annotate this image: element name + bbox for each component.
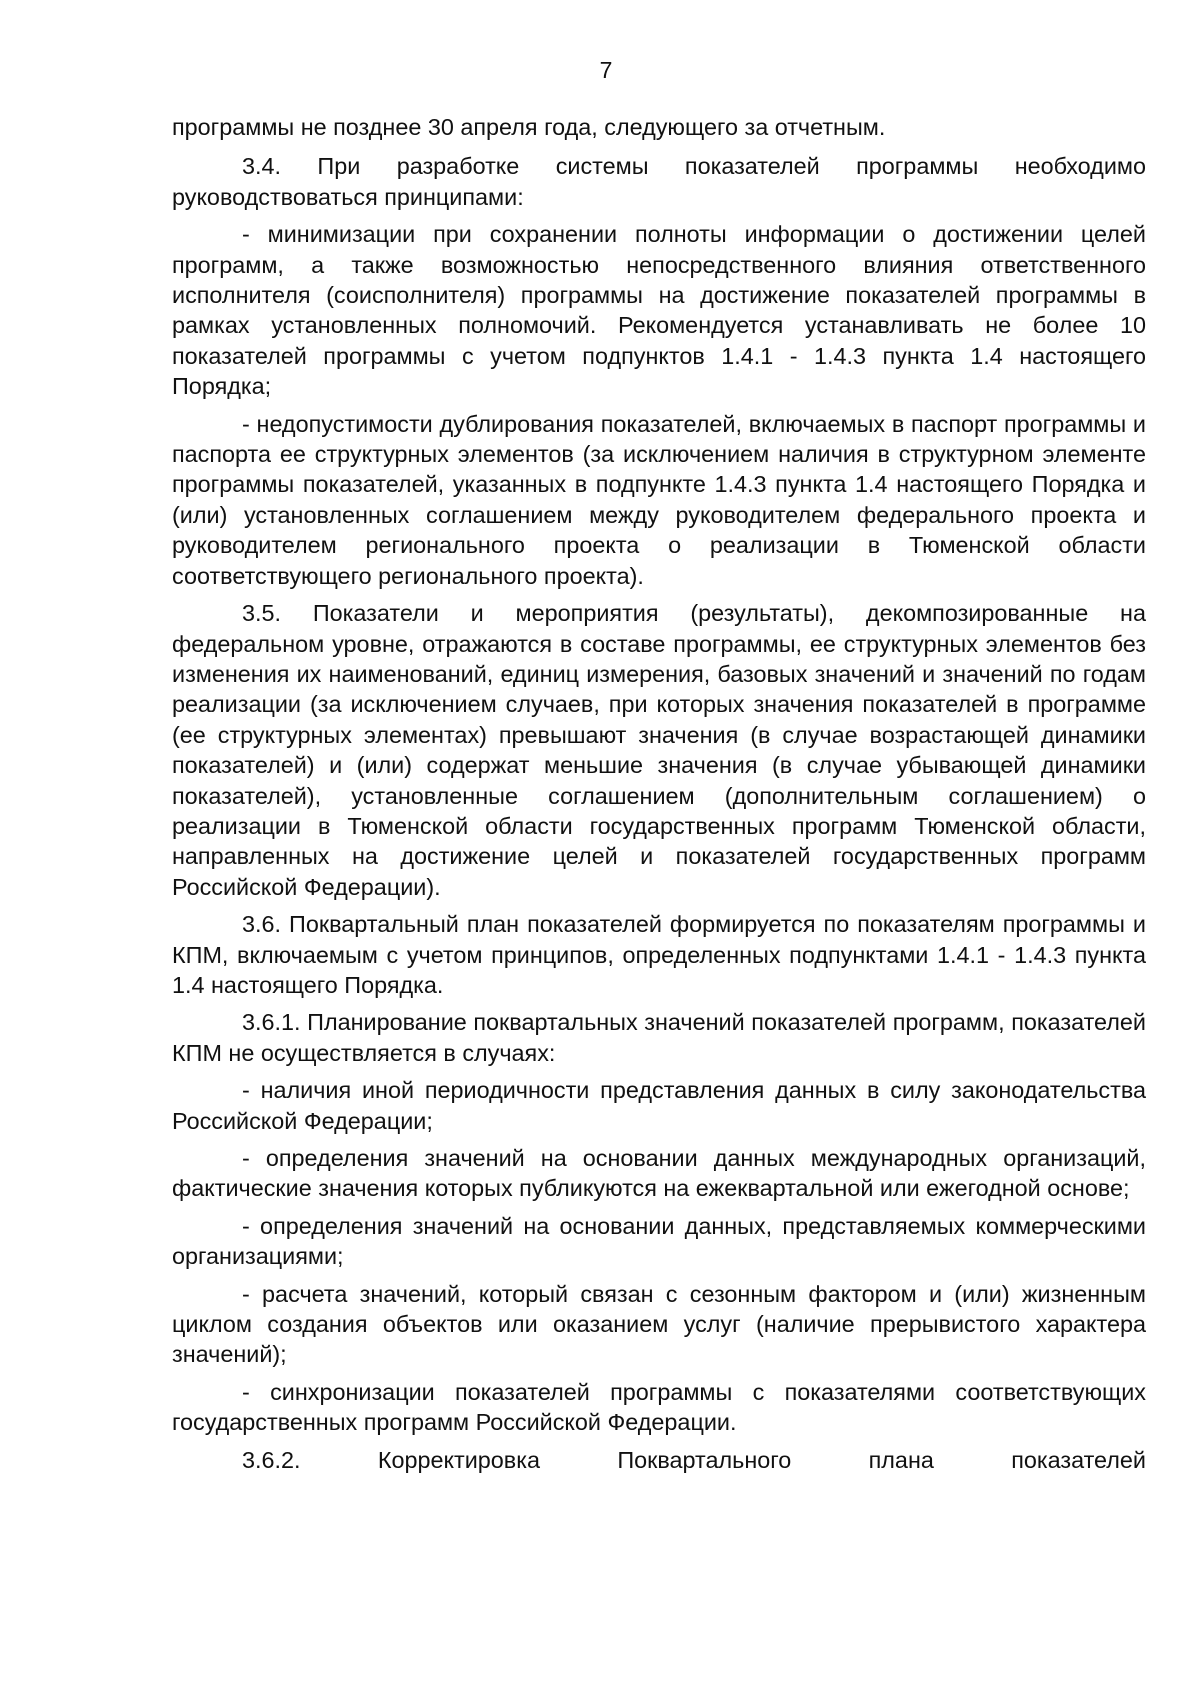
paragraph-3-5: 3.5. Показатели и мероприятия (результаты), декомпозированные на федеральном уровне, отражаются в составе программы, ее структурных элементов без изменения их наименований, единиц измерения, базовых значений и значений по годам реализации (за исключением случаев, при которых значения показателей в программе (ее структурных элементах) превышают значения (в случае возрастающей динамики показателей) и (или) содержат меньшие значения (в случае убывающей динамики показателей), установленные соглашением (дополнительным соглашением) о реализации в Тюменской области государственных программ Тюменской области, направленных на достижение целей и показателей государственных программ Российской Федерации).	[172, 600, 1146, 900]
paragraph-continuation: программы не позднее 30 апреля года, следующего за отчетным.	[172, 114, 886, 140]
document-body	[172, 112, 1146, 1482]
page-number: 7	[599, 57, 613, 83]
paragraph-3-6-2: 3.6.2. Корректировка Поквартального плана показателей	[242, 1446, 1146, 1473]
list-item-seasonal-factor: - расчета значений, который связан с сезонным фактором и (или) жизненным циклом создания объектов или оказанием услуг (наличие прерывистого характера значений);	[172, 1280, 1146, 1368]
list-item-commercial-data: - определения значений на основании данных, представляемых коммерческими организациями;	[172, 1212, 1146, 1270]
list-item-synchronization: - синхронизации показателей программы с показателями соответствующих государственных программ Российской Федерации.	[172, 1378, 1146, 1436]
paragraph-3-6-1: 3.6.1. Планирование поквартальных значений показателей программ, показателей КПМ не осуществляется в случаях:	[172, 1009, 1146, 1066]
list-item-minimization: - минимизации при сохранении полноты информации о достижении целей программ, а также возможностью непосредственного влияния ответственного исполнителя (соисполнителя) программы на достижение показателей программы в рамках установленных полномочий. Рекомендуется устанавливать не более 10 показателей программы с учетом подпунктов 1.4.1 - 1.4.3 пункта 1.4 настоящего Порядка;	[172, 221, 1146, 400]
paragraph-3-4: 3.4. При разработке системы показателей программы необходимо руководствоваться принципами:	[172, 153, 1146, 210]
list-item-other-periodicity: - наличия иной периодичности представления данных в силу законодательства Российской Федерации;	[172, 1077, 1146, 1134]
list-item-international-data: - определения значений на основании данных международных организаций, фактические значения которых публикуются на ежеквартальной или ежегодной основе;	[172, 1145, 1146, 1202]
paragraph-3-6: 3.6. Поквартальный план показателей формируется по показателям программы и КПМ, включаемым с учетом принципов, определенных подпунктами 1.4.1 - 1.4.3 пункта 1.4 настоящего Порядка.	[172, 911, 1146, 998]
list-item-no-duplication: - недопустимости дублирования показателей, включаемых в паспорт программы и паспорта ее структурных элементов (за исключением наличия в структурном элементе программы показателей, указанных в подпункте 1.4.3 пункта 1.4 настоящего Порядка и (или) установленных соглашением между руководителем федерального проекта и руководителем регионального проекта о реализации в Тюменской области соответствующего регионального проекта).	[172, 410, 1146, 589]
